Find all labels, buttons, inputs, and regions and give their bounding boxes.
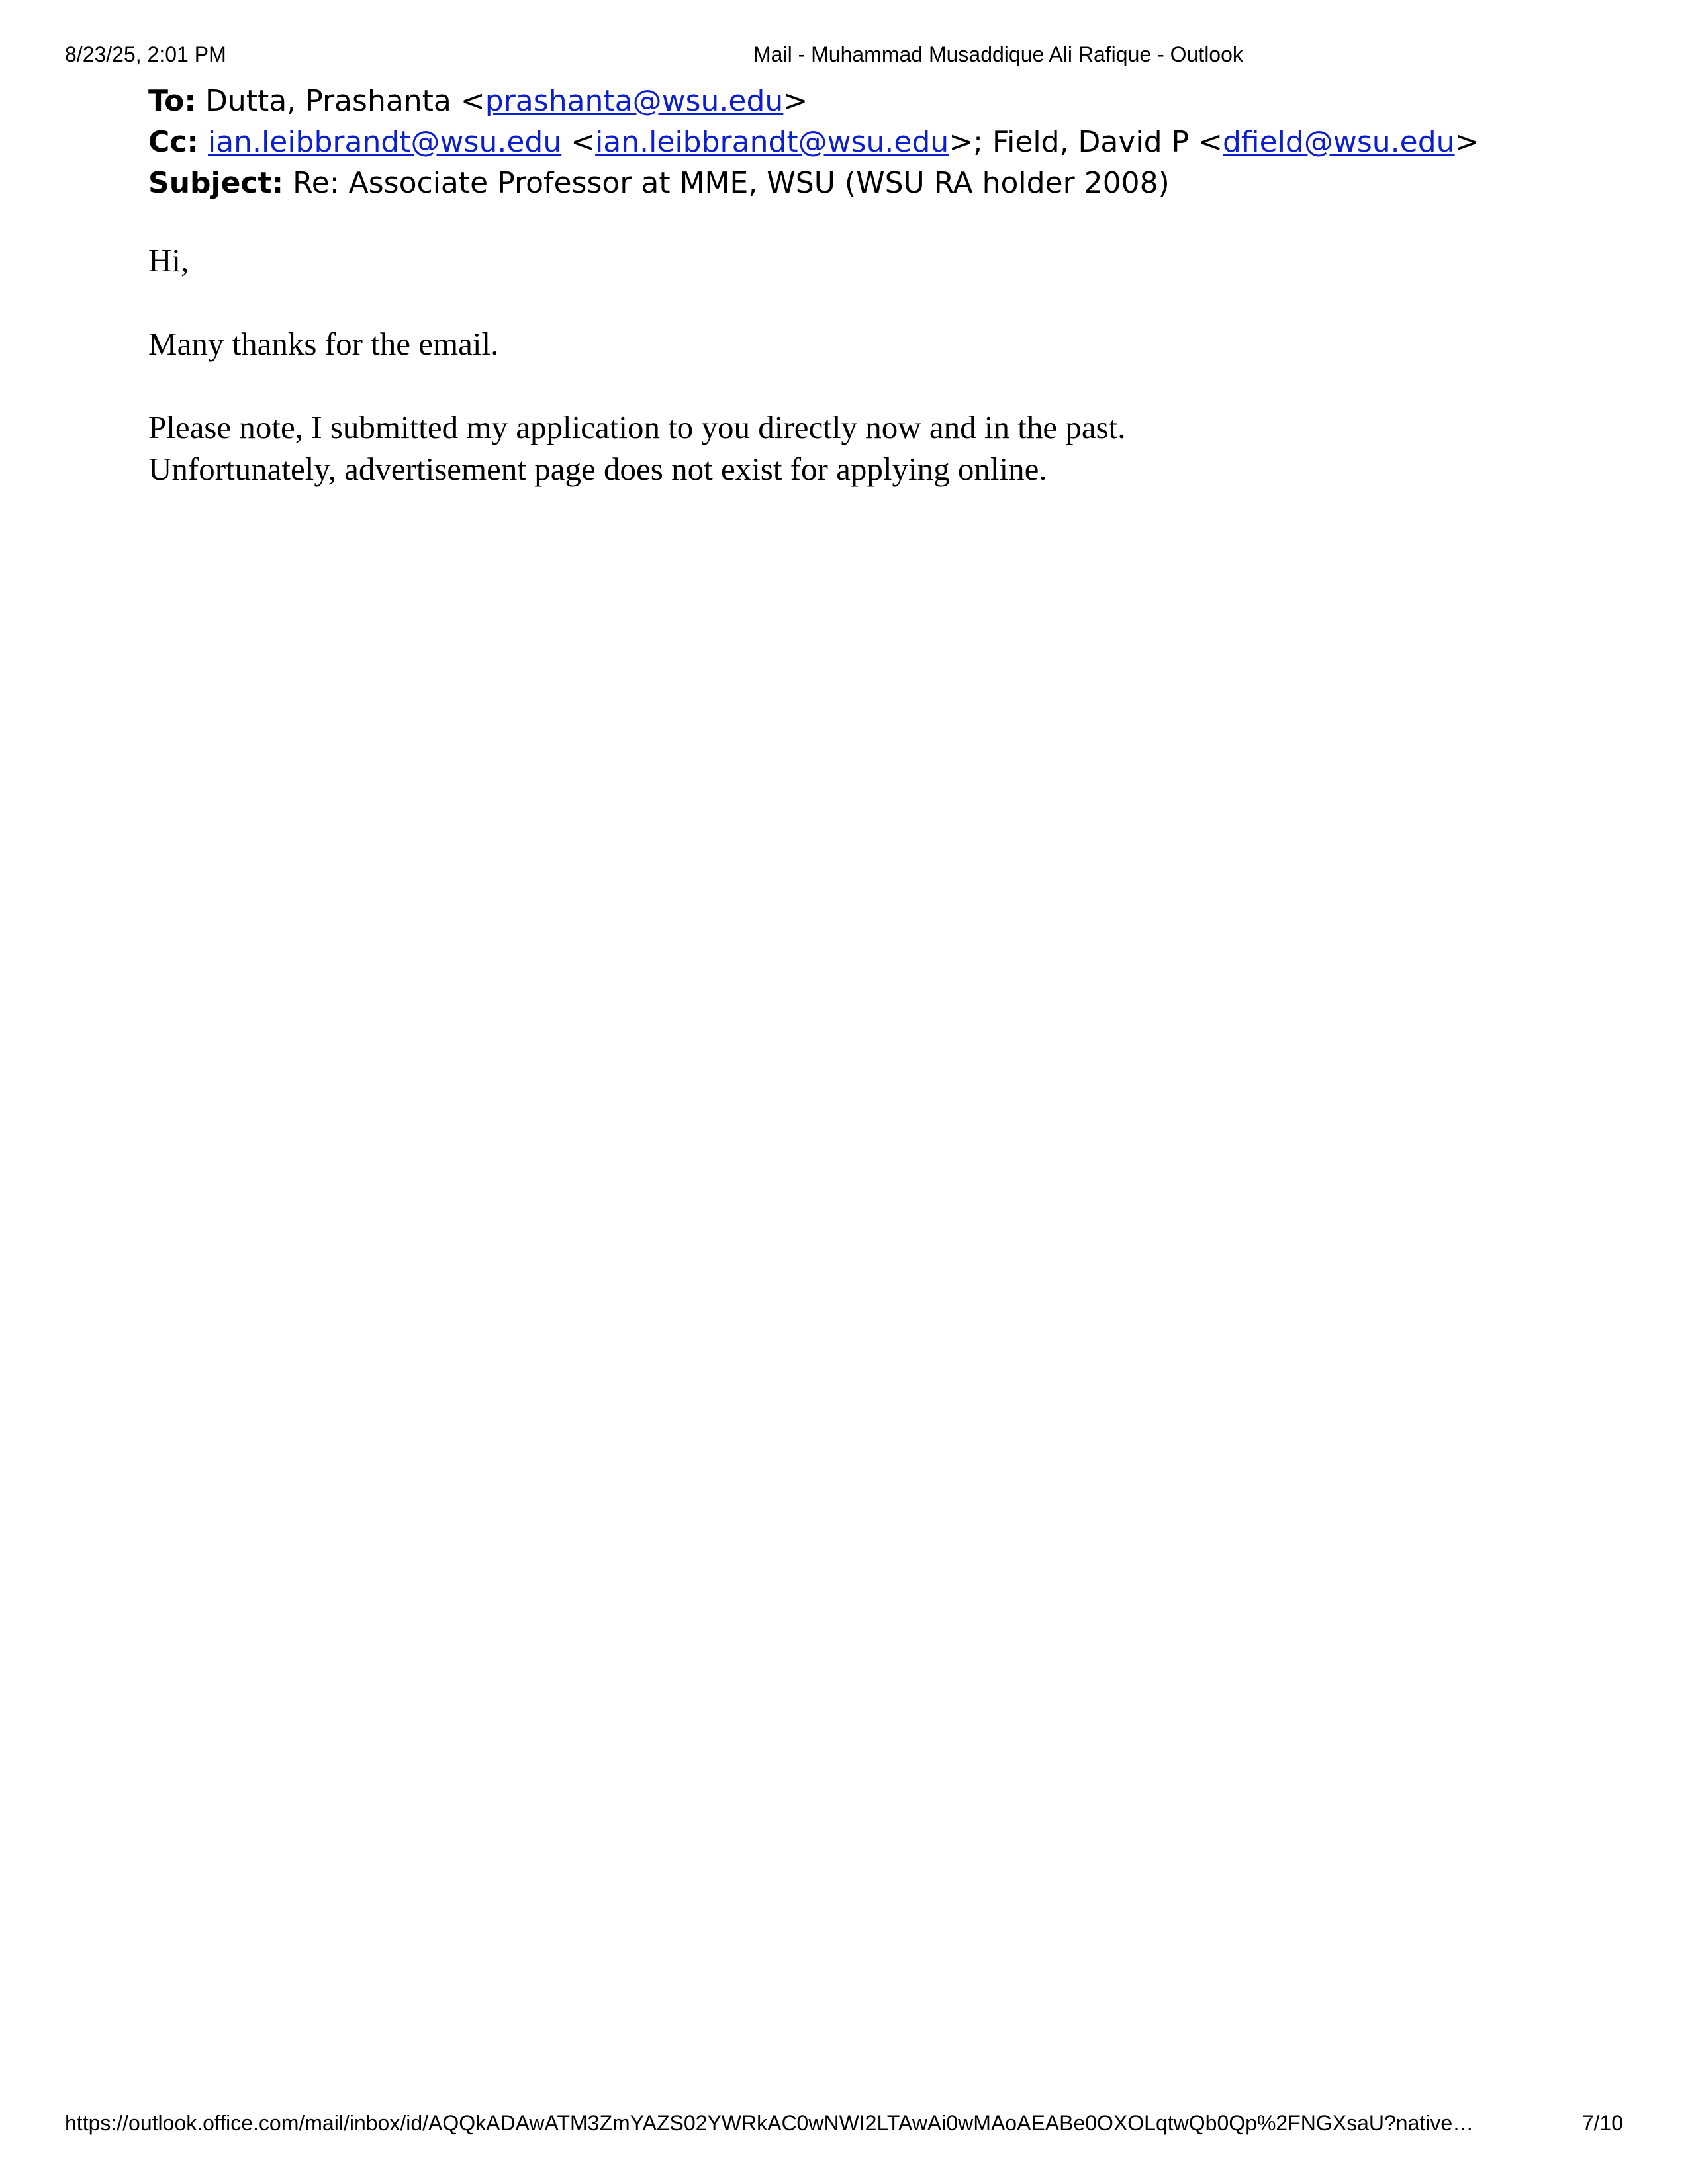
cc-row: [148, 122, 1605, 163]
to-label: To:: [148, 84, 196, 118]
print-header: [65, 41, 1623, 68]
bracket-close: >: [1454, 125, 1479, 159]
print-page-title: Mail - Muhammad Musaddique Ali Rafique - Outlook: [753, 42, 1243, 66]
bracket-open: <: [460, 84, 485, 118]
bracket-open: <: [571, 125, 596, 159]
to-row: [148, 81, 1605, 122]
bracket-close: >: [783, 84, 808, 118]
body-paragraph-2-line-1: Please note, I submitted my application to you directly now and in the past.: [148, 409, 1126, 445]
subject-text: Re: Associate Professor at MME, WSU (WSU RA holder 2008): [293, 166, 1170, 200]
cc-separator: >;: [949, 125, 984, 159]
body-paragraph-1: Many thanks for the email.: [148, 326, 499, 362]
to-email-link[interactable]: prashanta@wsu.edu: [485, 84, 784, 118]
cc1-email-link[interactable]: ian.leibbrandt@wsu.edu: [207, 125, 562, 159]
page-number: 7/10: [1581, 2111, 1623, 2135]
print-footer: [65, 2110, 1623, 2136]
greeting: Hi,: [148, 242, 189, 279]
cc2-email-link[interactable]: dfield@wsu.edu: [1222, 125, 1455, 159]
body-paragraph-2-line-2: Unfortunately, advertisement page does not exist for applying online.: [148, 451, 1047, 487]
cc2-name: Field, David P: [992, 125, 1190, 159]
cc1-email-bracket-link[interactable]: ian.leibbrandt@wsu.edu: [595, 125, 949, 159]
bracket-open: <: [1198, 125, 1223, 159]
to-name: Dutta, Prashanta: [205, 84, 451, 118]
subject-label: Subject:: [148, 166, 284, 200]
print-datetime: 8/23/25, 2:01 PM: [65, 42, 226, 66]
email-header: [148, 81, 1605, 204]
subject-row: [148, 163, 1605, 204]
cc-label: Cc:: [148, 125, 199, 159]
body-paragraph-2: [148, 406, 1605, 490]
email-body: [148, 240, 1605, 531]
print-url: https://outlook.office.com/mail/inbox/id/AQQkADAwATM3ZmYAZS02YWRkAC0wNWI2LTAwAi0wMAoAEABe0OXOLqtwQb0Qp%2FNGXsaU?native…: [65, 2111, 1474, 2135]
